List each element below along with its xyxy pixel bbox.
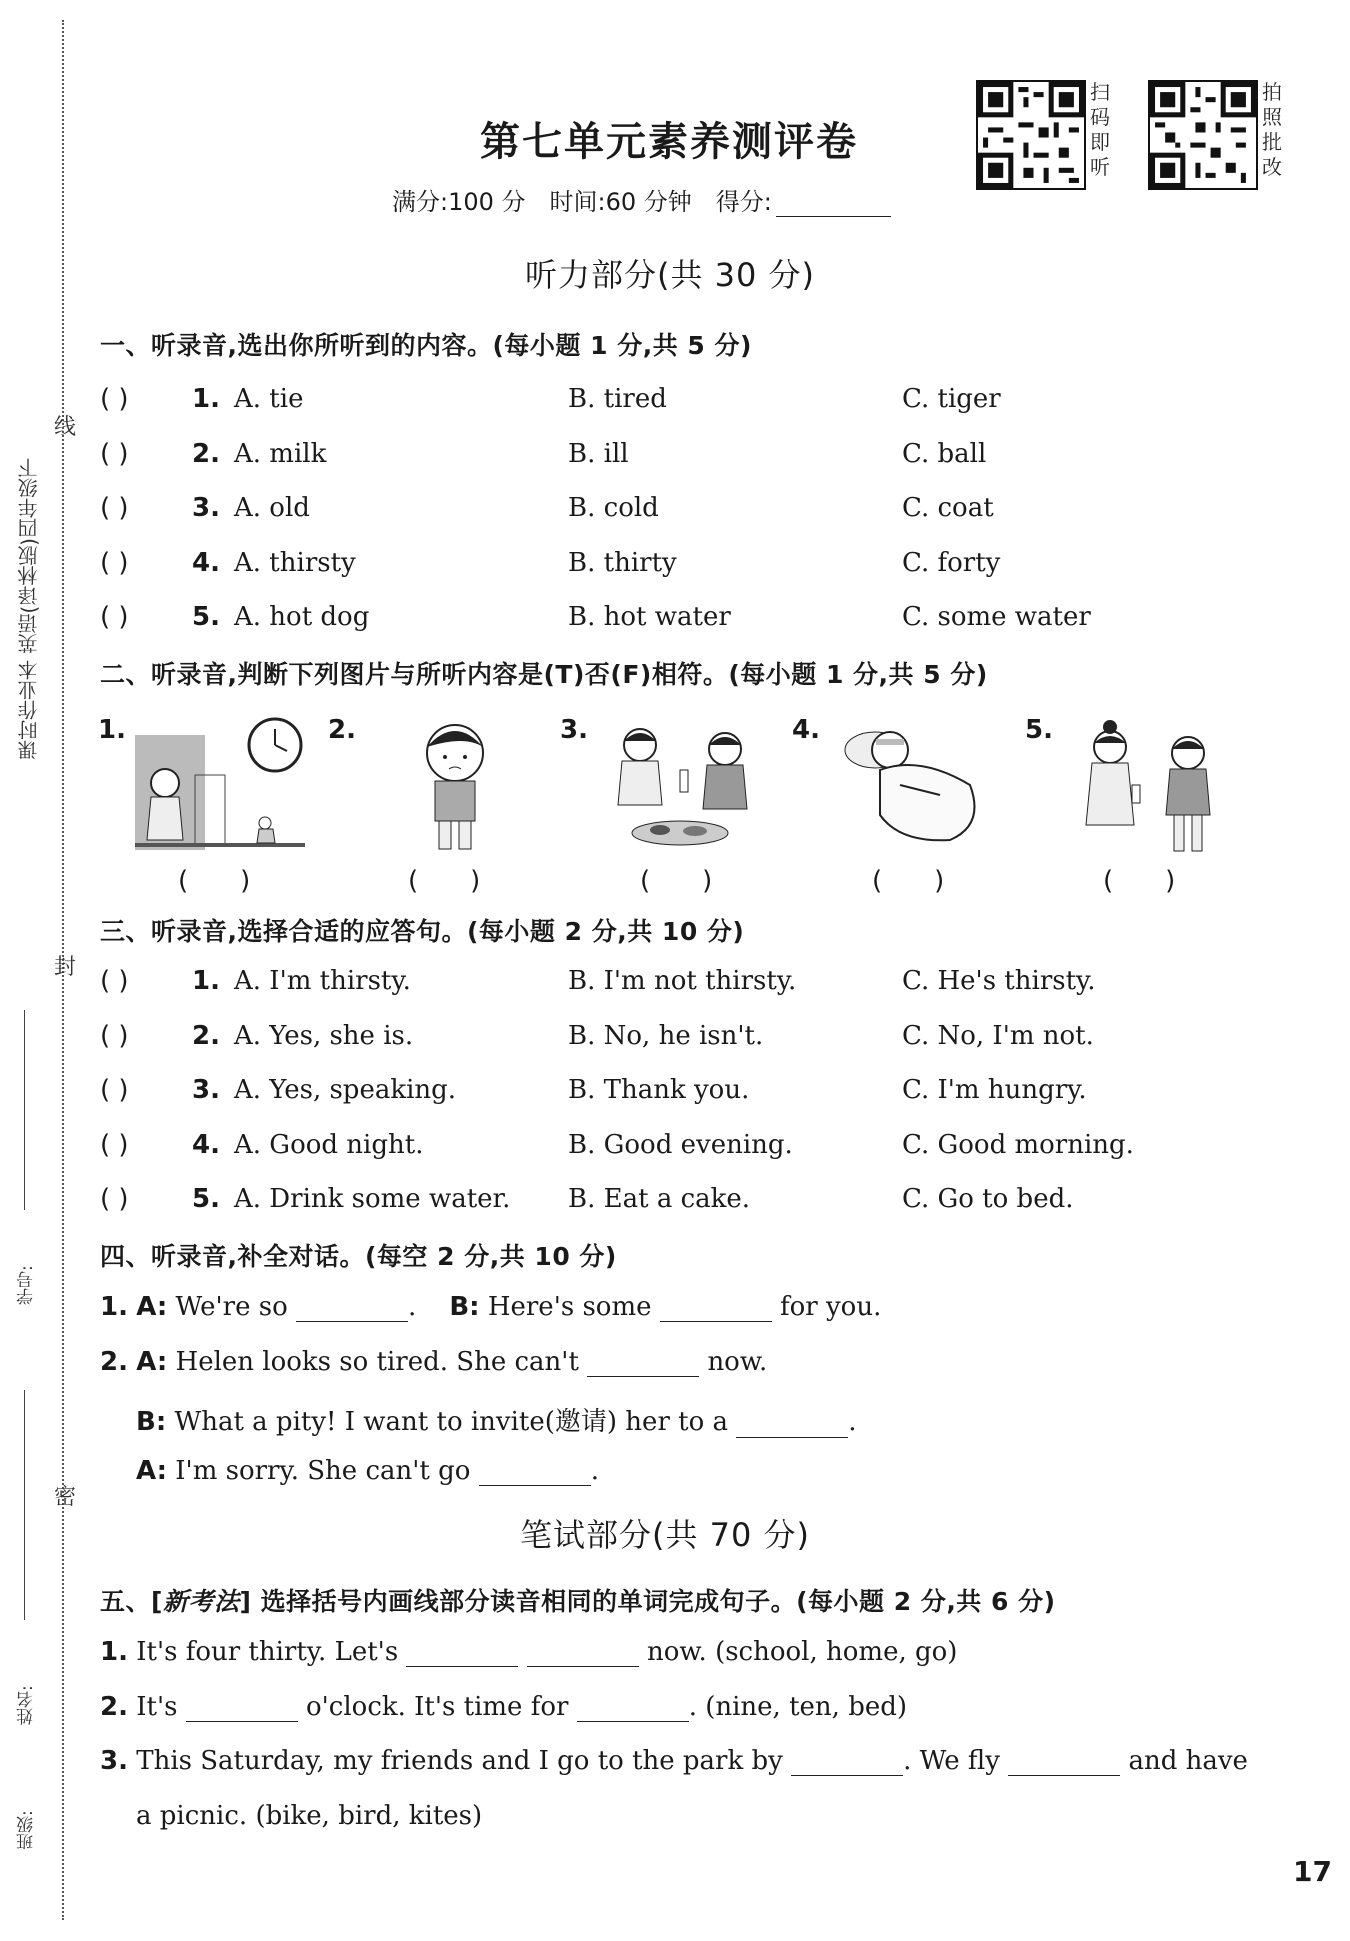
- option-b: B. cold: [568, 493, 659, 523]
- option-c: C. Go to bed.: [902, 1184, 1074, 1214]
- speaker-b: B:: [136, 1407, 167, 1437]
- page-number: 17: [1293, 1855, 1332, 1888]
- answer-box-3[interactable]: ( ): [640, 866, 713, 896]
- question-number: 5.: [192, 1184, 220, 1214]
- publisher-label: 课时作业本 英语(译林版)四年级下: [17, 458, 41, 760]
- option-b: B. ill: [568, 438, 629, 469]
- sentence-3: [100, 1746, 1248, 1776]
- writing-section-heading: 笔试部分(共 70 分): [520, 1516, 811, 1554]
- answer-blank[interactable]: [186, 1695, 298, 1722]
- sentence-text: . We fly: [903, 1746, 1000, 1776]
- option-b: B. hot water: [568, 602, 731, 632]
- dialogue-text: We're so: [175, 1292, 288, 1322]
- answer-blank[interactable]: [736, 1411, 848, 1438]
- speaker-a: A:: [136, 1292, 168, 1322]
- sentence-number: 2.: [100, 1692, 128, 1722]
- answer-blank[interactable]: [587, 1350, 699, 1377]
- option-c: C. No, I'm not.: [902, 1020, 1094, 1051]
- question-number: 3.: [192, 493, 220, 523]
- dialogue-text: I'm sorry. She can't go: [175, 1456, 471, 1486]
- answer-paren[interactable]: ( ): [100, 1129, 129, 1160]
- option-c: C. forty: [902, 547, 1001, 578]
- sec1-question-2: [100, 439, 1280, 479]
- picture-tired-boy: [405, 715, 505, 855]
- sec3-question-1: [100, 966, 1280, 1006]
- option-c: C. tiger: [902, 384, 1001, 414]
- option-b: B. tired: [568, 384, 667, 414]
- margin-char-feng: 封: [54, 955, 77, 980]
- option-c: C. Good morning.: [902, 1129, 1134, 1160]
- option-a: A. Good night.: [234, 1129, 424, 1160]
- picture-label-2: 2.: [328, 715, 356, 745]
- dialogue-text: .: [590, 1456, 599, 1486]
- qr-code-grade[interactable]: [1148, 80, 1258, 190]
- sentence-text: o'clock. It's time for: [305, 1692, 569, 1722]
- option-c: C. I'm hungry.: [902, 1075, 1087, 1105]
- margin-char-mi: 密: [54, 1485, 77, 1510]
- option-a: A. thirsty: [234, 547, 356, 578]
- answer-paren[interactable]: ( ): [100, 1075, 129, 1105]
- section4-title: 四、听录音,补全对话。(每空 2 分,共 10 分): [100, 1242, 617, 1271]
- option-a: A. hot dog: [234, 602, 370, 632]
- option-a: A. Yes, speaking.: [234, 1075, 457, 1105]
- question-number: 2.: [192, 438, 220, 469]
- sentence-text: . (nine, ten, bed): [688, 1692, 908, 1722]
- field-line-number[interactable]: [24, 1010, 25, 1210]
- answer-paren[interactable]: ( ): [100, 438, 129, 469]
- field-name: 姓名:: [17, 1685, 37, 1725]
- option-a: A. I'm thirsty.: [234, 966, 411, 996]
- option-a: A. Yes, she is.: [234, 1020, 414, 1051]
- dialogue-text: Here's some: [487, 1292, 652, 1322]
- sec1-question-3: [100, 493, 1280, 533]
- sentence-text: now. (school, home, go): [646, 1637, 958, 1667]
- answer-box-1[interactable]: ( ): [178, 866, 251, 896]
- sec3-question-2: [100, 1021, 1280, 1061]
- answer-paren[interactable]: ( ): [100, 384, 129, 414]
- option-b: B. I'm not thirsty.: [568, 966, 797, 996]
- answer-blank[interactable]: [791, 1749, 903, 1776]
- margin-char-xian: 线: [54, 415, 77, 440]
- field-class: 班级:: [17, 1810, 37, 1850]
- section2-title: 二、听录音,判断下列图片与所听内容是(T)否(F)相符。(每小题 1 分,共 5 分): [100, 660, 988, 689]
- sentence-1: [100, 1637, 957, 1667]
- option-b: B. Good evening.: [568, 1129, 793, 1160]
- meta-text: 满分:100 分 时间:60 分钟 得分:: [392, 188, 772, 216]
- new-method-tag: 新考法: [162, 1587, 240, 1616]
- sec3-question-5: [100, 1184, 1280, 1224]
- picture-label-4: 4.: [792, 715, 820, 745]
- picture-label-1: 1.: [98, 715, 126, 745]
- qr-caption-grade: 拍照批改: [1262, 80, 1282, 179]
- section1-title: 一、听录音,选出你所听到的内容。(每小题 1 分,共 5 分): [100, 331, 752, 360]
- qr-caption-listen: 扫码即听: [1090, 80, 1110, 179]
- listening-section-heading: 听力部分(共 30 分): [525, 256, 816, 294]
- option-b: B. Thank you.: [568, 1075, 750, 1105]
- question-number: 1.: [192, 384, 220, 414]
- answer-blank[interactable]: [660, 1295, 772, 1322]
- sec1-question-5: [100, 602, 1280, 642]
- dialogue-text: .: [848, 1407, 857, 1437]
- answer-paren[interactable]: ( ): [100, 1184, 129, 1214]
- sec1-question-1: [100, 384, 1280, 424]
- answer-box-4[interactable]: ( ): [872, 866, 945, 896]
- line-number: 1.: [100, 1292, 128, 1322]
- answer-paren[interactable]: ( ): [100, 602, 129, 632]
- dialogue-text: now.: [707, 1347, 768, 1377]
- option-b: B. No, he isn't.: [568, 1020, 764, 1051]
- picture-boy-clock: [135, 715, 305, 855]
- score-meta: [392, 182, 891, 217]
- speaker-a: A:: [136, 1347, 168, 1377]
- dialogue-text: .: [408, 1292, 417, 1322]
- speaker-a: A:: [136, 1456, 168, 1486]
- question-number: 4.: [192, 547, 220, 578]
- sentence-text: This Saturday, my friends and I go to the park by: [136, 1746, 783, 1776]
- option-a: A. milk: [234, 438, 327, 469]
- option-b: B. Eat a cake.: [568, 1184, 751, 1214]
- answer-paren[interactable]: ( ): [100, 493, 129, 523]
- dialogue-text: Helen looks so tired. She can't: [175, 1347, 579, 1377]
- answer-blank[interactable]: [479, 1459, 591, 1486]
- answer-box-5[interactable]: ( ): [1103, 866, 1176, 896]
- dialogue-line-1: [100, 1292, 881, 1322]
- sec3-question-4: [100, 1130, 1280, 1170]
- option-c: C. coat: [902, 493, 994, 523]
- question-number: 3.: [192, 1075, 220, 1105]
- answer-box-2[interactable]: ( ): [408, 866, 481, 896]
- option-a: A. tie: [234, 384, 304, 414]
- section5-title: [100, 1582, 1056, 1618]
- answer-blank[interactable]: [406, 1640, 518, 1667]
- section5-prefix: 五、[: [100, 1587, 163, 1616]
- question-number: 2.: [192, 1020, 220, 1051]
- sentence-number: 3.: [100, 1746, 128, 1776]
- qr-code-listen[interactable]: [976, 80, 1086, 190]
- option-a: A. Drink some water.: [234, 1184, 511, 1214]
- dialogue-line-4: [136, 1456, 599, 1486]
- option-b: B. thirty: [568, 547, 677, 578]
- dialogue-line-3: [136, 1401, 857, 1438]
- sentence-text: It's four thirty. Let's: [136, 1637, 399, 1667]
- sentence-3-continued: a picnic. (bike, bird, kites): [136, 1801, 483, 1831]
- field-line-name[interactable]: [24, 1390, 25, 1620]
- option-c: C. some water: [902, 602, 1091, 632]
- field-student-number: 学号:: [17, 1265, 37, 1305]
- sentence-text: and have: [1128, 1746, 1248, 1776]
- sentence-text: It's: [136, 1692, 178, 1722]
- section3-title: 三、听录音,选择合适的应答句。(每小题 2 分,共 10 分): [100, 917, 745, 946]
- option-a: A. old: [234, 493, 310, 523]
- question-number: 1.: [192, 966, 220, 996]
- sec1-question-4: [100, 548, 1280, 588]
- answer-paren[interactable]: ( ): [100, 547, 129, 578]
- picture-label-5: 5.: [1025, 715, 1053, 745]
- answer-blank[interactable]: [527, 1640, 639, 1667]
- question-number: 4.: [192, 1129, 220, 1160]
- answer-blank[interactable]: [296, 1295, 408, 1322]
- answer-blank[interactable]: [1008, 1749, 1120, 1776]
- picture-mother-and-boy: [1070, 715, 1230, 855]
- option-c: C. He's thirsty.: [902, 966, 1096, 996]
- sentence-number: 1.: [100, 1637, 128, 1667]
- answer-blank[interactable]: [577, 1695, 689, 1722]
- picture-label-3: 3.: [560, 715, 588, 745]
- section5-title-text: ] 选择括号内画线部分读音相同的单词完成句子。(每小题 2 分,共 6 分): [239, 1587, 1056, 1616]
- sentence-2: [100, 1692, 907, 1722]
- picture-sick-boy-in-bed: [840, 715, 995, 855]
- question-number: 5.: [192, 602, 220, 632]
- speaker-b: B:: [449, 1292, 480, 1322]
- dialogue-text: for you.: [780, 1292, 882, 1322]
- answer-paren[interactable]: ( ): [100, 966, 129, 996]
- line-number: 2.: [100, 1347, 128, 1377]
- answer-paren[interactable]: ( ): [100, 1020, 129, 1051]
- dialogue-text: What a pity! I want to invite(邀请) her to a: [174, 1407, 729, 1437]
- option-c: C. ball: [902, 438, 987, 469]
- page-title: 第七单元素养测评卷: [480, 118, 858, 165]
- score-blank[interactable]: [776, 194, 891, 217]
- sec3-question-3: [100, 1075, 1280, 1115]
- dialogue-line-2: [100, 1347, 767, 1377]
- picture-picnic-boys: [600, 715, 765, 855]
